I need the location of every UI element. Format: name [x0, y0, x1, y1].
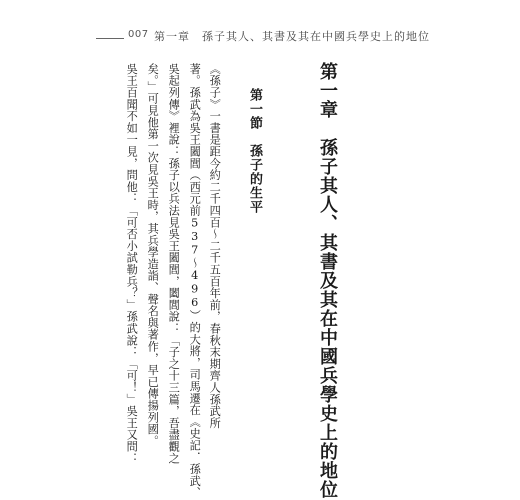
body-line: 著。孫武為吳王闔閭（西元前537～496）的大將，司馬遷在《史記．孫武、 [188, 63, 202, 499]
body-line: 吳王百聞不如一見，問他：「可否小試勒兵？」孫武說：「可！」吳王又問： [125, 63, 139, 465]
page-number: 007 [128, 29, 149, 40]
body-line: 吳起列傳》裡說：孫子以兵法見吳王闔閭，闔閭說：「子之十三篇，吾盡觀之 [167, 63, 181, 465]
body-line: 矣。」可見他第一次見吳王時，其兵學造詣、聲名與著作，早已傳揚列國。 [146, 63, 160, 447]
header-rule [96, 38, 124, 39]
chapter-title: 第一章 孫子其人、其書及其在中國兵學史上的地位 [317, 62, 338, 499]
running-header-title: 第一章 孫子其人、其書及其在中國兵學史上的地位 [154, 30, 430, 43]
section-title: 第一節 孫子的生平 [247, 88, 262, 214]
body-line: 《孫子》一書是距今約二千四百～二千五百年前，春秋末期齊人孫武所 [208, 63, 222, 429]
